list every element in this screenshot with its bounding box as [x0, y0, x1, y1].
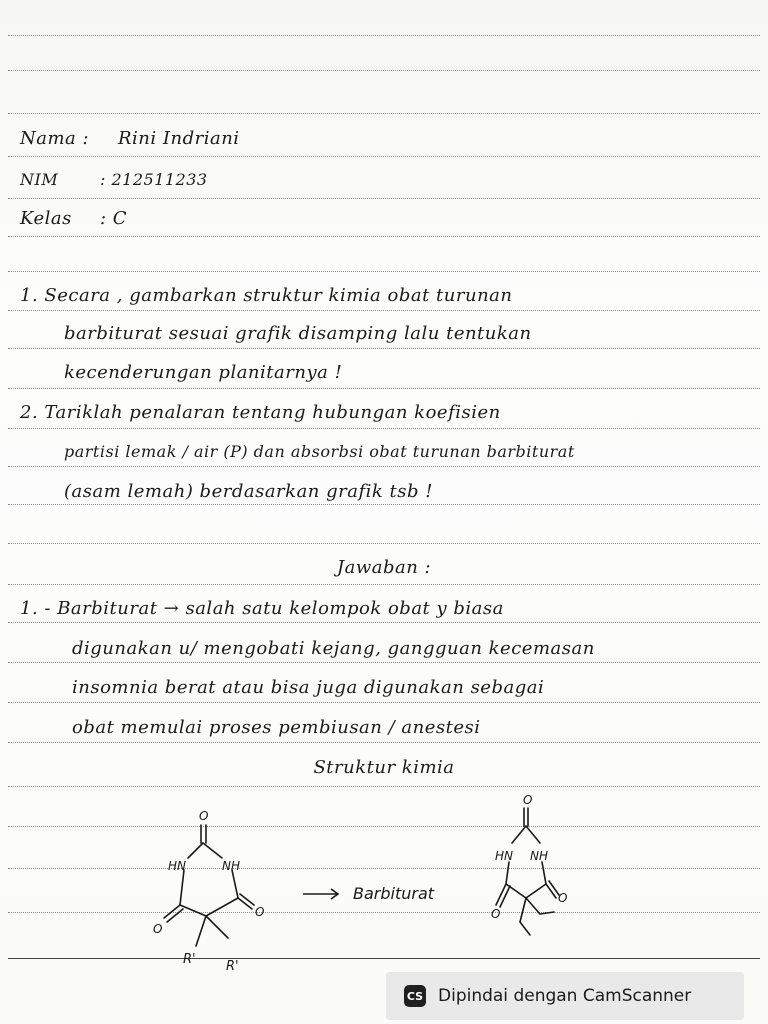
- barbiturat-arrow-label: Barbiturat: [353, 884, 435, 903]
- nama-value: Rini Indriani: [118, 128, 240, 149]
- camscanner-text: Dipindai dengan CamScanner: [438, 986, 692, 1006]
- right-nh-text: NH: [530, 849, 548, 863]
- struktur-kimia-label: Struktur kimia: [313, 757, 455, 778]
- answer-line: insomnia berat atau bisa juga digunakan sebagai: [72, 677, 545, 698]
- question-line: (asam lemah) berdasarkan grafik tsb !: [64, 481, 433, 502]
- answer-line: obat memulai proses pembiusan / anestesi: [72, 717, 481, 738]
- left-oxygen-right-text: O: [255, 905, 265, 919]
- question-line: 1. Secara , gambarkan struktur kimia obat turunan: [20, 285, 513, 306]
- camscanner-logo-icon: CS: [404, 985, 426, 1007]
- camscanner-watermark: [386, 972, 744, 1020]
- kelas-value: : C: [100, 208, 128, 229]
- left-oxygen-left-text: O: [153, 922, 163, 936]
- answer-title: Jawaban :: [336, 557, 432, 578]
- question-line: kecenderungan planitarnya !: [64, 362, 343, 383]
- answer-line: digunakan u/ mengobati kejang, gangguan kecemasan: [72, 638, 595, 659]
- right-oxygen-left-text: O: [491, 907, 501, 921]
- question-line: partisi lemak / air (P) dan absorbsi obat turunan barbiturat: [64, 442, 575, 461]
- left-r1-text: R': [183, 952, 196, 967]
- right-hn-text: HN: [495, 849, 513, 863]
- answer-line: 1. - Barbiturat → salah satu kelompok obat y biasa: [20, 598, 504, 619]
- nim-label: NIM: [20, 170, 59, 189]
- left-nh-text: NH: [222, 859, 240, 873]
- nama-label: Nama :: [20, 128, 90, 149]
- right-structure-bonds: [496, 808, 559, 935]
- right-oxygen-top-text: O: [523, 793, 533, 807]
- right-oxygen-right-text: O: [558, 891, 568, 905]
- question-line: barbiturat sesuai grafik disamping lalu tentukan: [64, 323, 532, 344]
- left-oxygen-top-text: O: [199, 809, 209, 823]
- kelas-label: Kelas: [20, 208, 72, 229]
- left-structure-bonds: [164, 825, 254, 946]
- question-line: 2. Tariklah penalaran tentang hubungan koefisien: [20, 402, 501, 423]
- left-hn-text: HN: [168, 859, 186, 873]
- nim-value: : 212511233: [100, 170, 208, 189]
- left-r2-text: R': [226, 959, 239, 974]
- reaction-arrow: [303, 889, 338, 899]
